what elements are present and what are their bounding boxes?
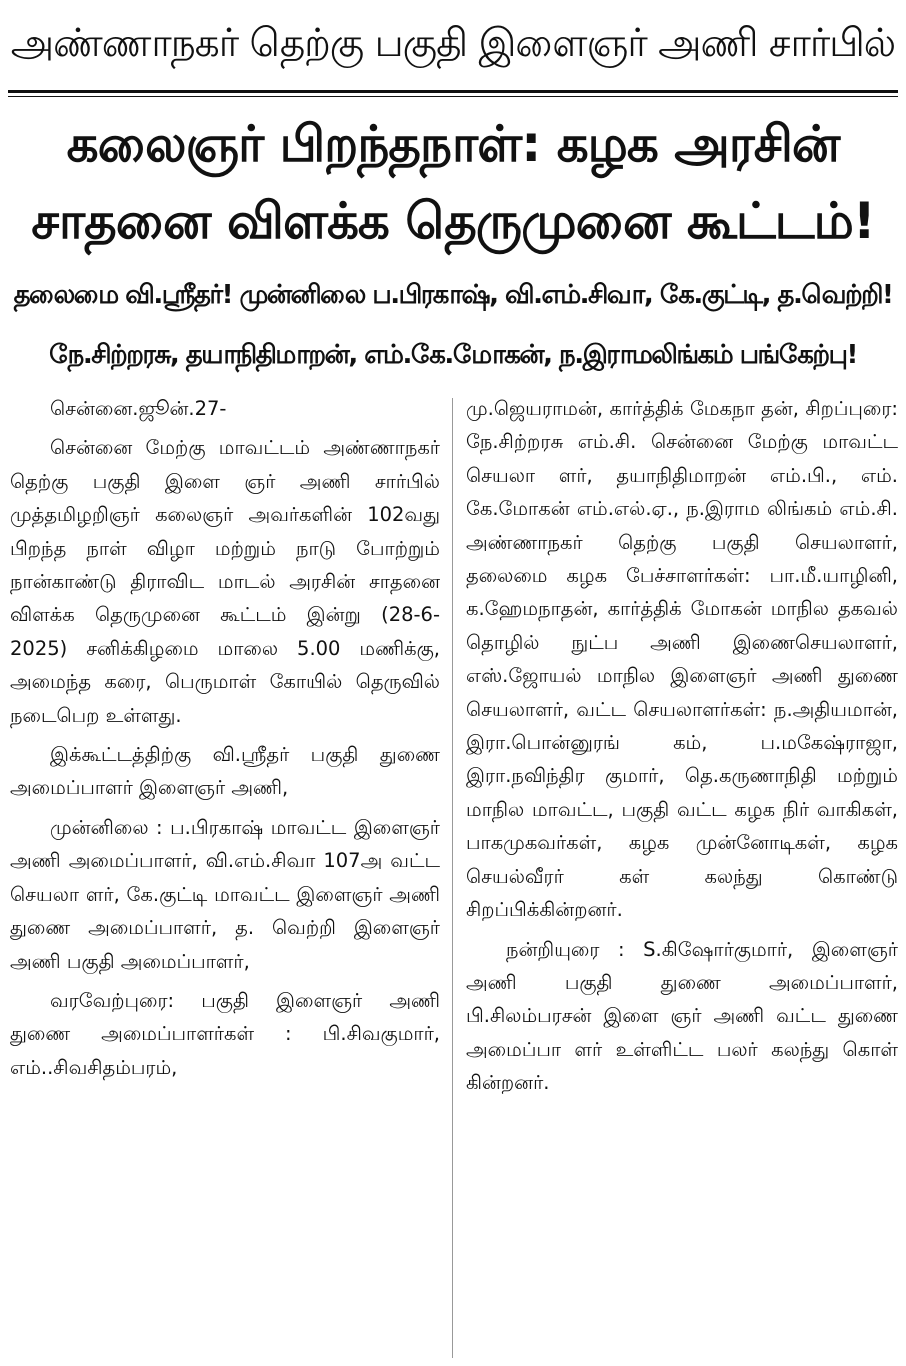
- left-column: [10, 392, 440, 1360]
- headline-line-2: சாதனை விளக்க தெருமுனை கூட்டம்!: [31, 192, 875, 250]
- subhead-line-2: நே.சிற்றரசு, தயாநிதிமாறன், எம்.கே.மோகன், ந.இராமலிங்கம் பங்கேற்பு!: [49, 340, 857, 370]
- body-paragraph: முன்னிலை : ப.பிரகாஷ் மாவட்ட இளைஞர் அணி அமைப்பாளர், வி.எம்.சிவா 107அ வட்ட செயலா ளர், கே.குட்டி மாவட்ட இளைஞர் அணி துணை அமைப்பாளர், த. வெற்றி இளைஞர் அணி பகுதி அமைப்பாளர்,: [10, 815, 440, 973]
- dateline: சென்னை.ஜூன்.27-: [50, 397, 227, 420]
- body-paragraph: மு.ஜெயராமன், கார்த்திக் மேகநா தன், சிறப்புரை: நே.சிற்றரசு எம்.சி. சென்னை மேற்கு மாவட்ட செயலா ளர், தயாநிதிமாறன் எம்.பி., எம். கே.மோகன் எம்.எல்.ஏ., ந.இராம லிங்கம் எம்.சி. அண்ணாநகர் தெற்கு பகுதி செயலாளர், தலைமை கழக பேச்சாளர்கள்: பா.மீ.யாழினி, க.ஹேமநாதன், கார்த்திக் மோகன் மாநில தகவல் தொழில் நுட்ப அணி இணைசெயலாளர், எஸ்.ஜோயல் மாநில இளைஞர் அணி துணை செயலாளர், வட்ட செயலாளர்கள்: ந.அதியமான், இரா.பொன்னுரங் கம், ப.மகேஷ்ராஜா, இரா.நவிந்திர குமார், தெ.கருணாநிதி மற்றும் மாநில மாவட்ட, பகுதி வட்ட கழக நிர் வாகிகள், பாகமுகவர்கள், கழக முன்னோடிகள், கழக செயல்வீரர் கள் கலந்து கொண்டு சிறப்பிக்கின்றனர்.: [466, 397, 898, 922]
- subhead-line-1: தலைமை வி.ஸ்ரீதர்! முன்னிலை ப.பிரகாஷ், வி.எம்.சிவா, கே.குட்டி, த.வெற்றி!: [13, 280, 893, 310]
- right-column: [466, 392, 898, 1360]
- body-paragraph: சென்னை மேற்கு மாவட்டம் அண்ணாநகர் தெற்கு பகுதி இளை ஞர் அணி சார்பில் முத்தமிழறிஞர் கலைஞர் அவர்களின் 102வது பிறந்த நாள் விழா மற்றும் நாடு போற்றும் நான்காண்டு திராவிட மாடல் அரசின் சாதனை விளக்க தெருமுனை கூட்டம் இன்று (28-6-2025) சனிக்கிழமை மாலை 5.00 மணிக்கு, அமைந்த கரை, பெருமாள் கோயில் தெருவில் நடைபெற உள்ளது.: [10, 436, 440, 727]
- kicker-line: அண்ணாநகர் தெற்கு பகுதி இளைஞர் அணி சார்பில்: [10, 21, 896, 66]
- column-divider: [452, 398, 453, 1358]
- body-paragraph: வரவேற்புரை: பகுதி இளைஞர் அணி துணை அமைப்பாளர்கள் : பி.சிவகுமார், எம்..சிவசிதம்பரம்,: [10, 988, 440, 1079]
- headline-line-1: கலைஞர் பிறந்தநாள்: கழக அரசின்: [66, 115, 840, 173]
- body-paragraph: நன்றியுரை : S.கிஷோர்குமார், இளைஞர் அணி பகுதி துணை அமைப்பாளர், பி.சிலம்பரசன் இளை ஞர் அணி வட்ட துணை அமைப்பா ளர் உள்ளிட்ட பலர் கலந்து கொள் கின்றனர்.: [466, 937, 898, 1095]
- header-rule-thin: [8, 96, 898, 97]
- body-paragraph: இக்கூட்டத்திற்கு வி.ஸ்ரீதர் பகுதி துணை அமைப்பாளர் இளைஞர் அணி,: [10, 743, 440, 800]
- header-rule: [8, 90, 898, 93]
